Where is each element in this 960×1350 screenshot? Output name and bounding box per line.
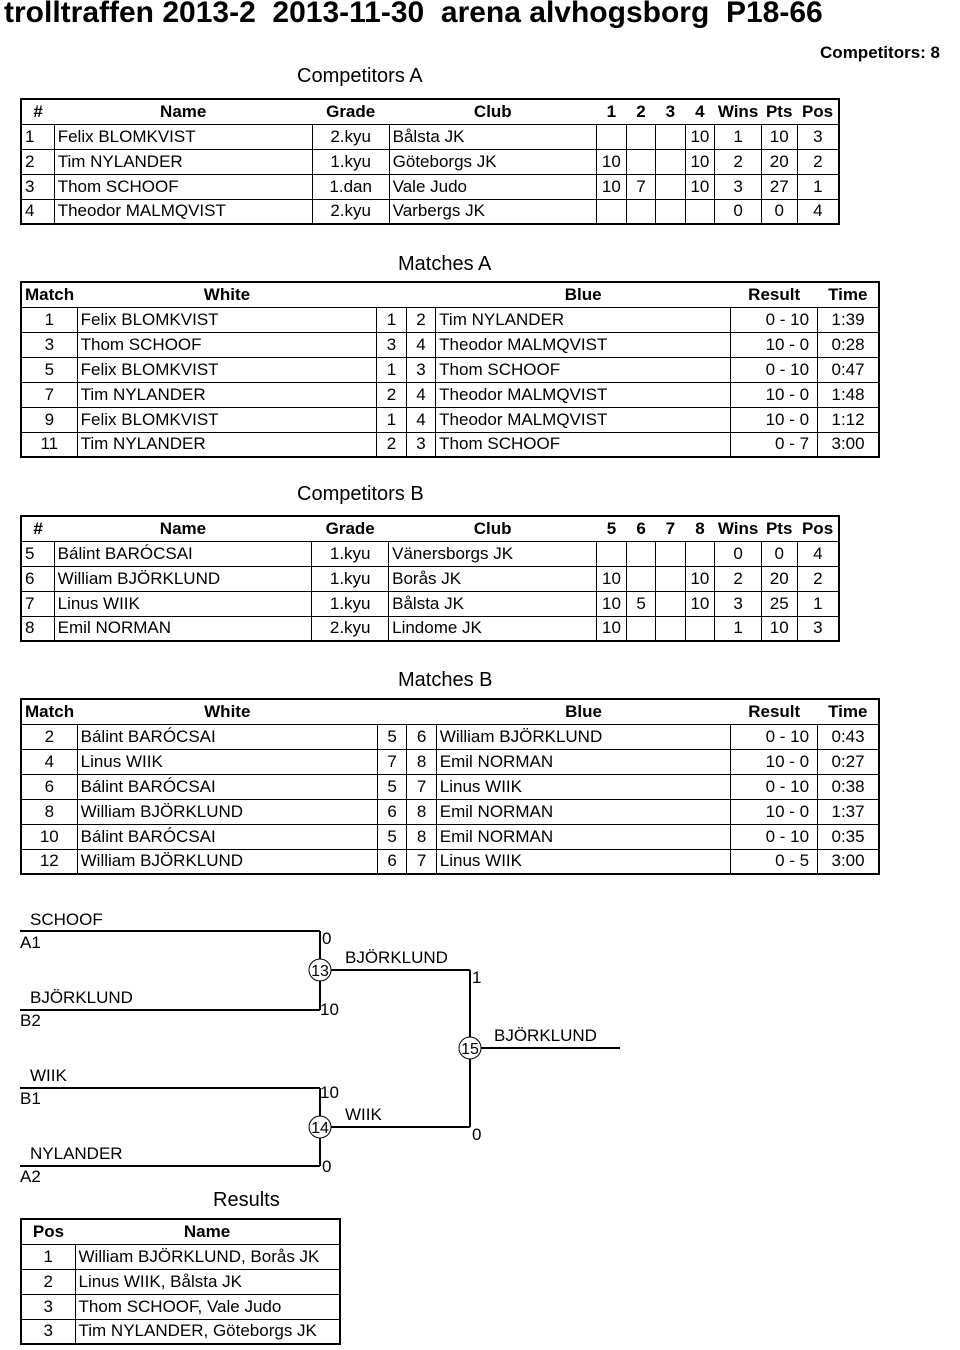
cell-club: Göteborgs JK xyxy=(389,149,596,174)
cell-match: 12 xyxy=(21,849,77,874)
cell-match: 8 xyxy=(21,799,77,824)
cell-result: 0 - 7 xyxy=(731,432,818,457)
cell-b: 4 xyxy=(406,332,435,357)
cell-b: 7 xyxy=(407,774,436,799)
cell-result: 10 - 0 xyxy=(731,332,818,357)
bracket-semi2-match: 14 xyxy=(311,1120,329,1137)
bracket-semi2-bottom-score: 0 xyxy=(322,1157,332,1176)
cell-pos: 2 xyxy=(21,1269,75,1294)
cell-club: Varbergs JK xyxy=(389,199,596,224)
cell-r4: 10 xyxy=(685,124,715,149)
cell-r1: 10 xyxy=(597,566,627,591)
cell-grade: 1.kyu xyxy=(312,591,389,616)
cell-white: Thom SCHOOF xyxy=(77,332,377,357)
cell-pos: 3 xyxy=(21,1319,75,1344)
cell-blue: Emil NORMAN xyxy=(436,749,731,774)
matches-a-title: Matches A xyxy=(398,253,492,275)
table-row xyxy=(21,1244,340,1269)
bracket-semi2-top-seed: B1 xyxy=(20,1089,41,1108)
cell-match: 2 xyxy=(21,724,77,749)
cell-match: 5 xyxy=(21,357,77,382)
cell-b: 4 xyxy=(406,382,435,407)
column-header: 2 xyxy=(636,101,646,121)
bracket-semi1-bottom-score: 10 xyxy=(320,1000,339,1019)
cell-pos: 1 xyxy=(797,174,839,199)
cell-name: Tim NYLANDER xyxy=(54,149,312,174)
results-table xyxy=(20,1218,341,1345)
cell-name: Linus WIIK xyxy=(54,591,312,616)
cell-time: 3:00 xyxy=(818,432,879,457)
cell-white: Felix BLOMKVIST xyxy=(77,357,377,382)
column-header: 1 xyxy=(606,101,617,121)
cell-white: William BJÖRKLUND xyxy=(77,849,377,874)
bracket-semi1-bottom-seed: B2 xyxy=(20,1011,41,1030)
cell-match: 10 xyxy=(21,824,77,849)
cell-club: Vale Judo xyxy=(389,174,596,199)
column-header: # xyxy=(33,101,43,121)
cell-name: Theodor MALMQVIST xyxy=(54,199,312,224)
cell-time: 0:43 xyxy=(818,724,879,749)
cell-time: 1:12 xyxy=(818,407,879,432)
cell-num: 7 xyxy=(21,591,54,616)
column-header: Pts xyxy=(765,518,793,538)
cell-w: 7 xyxy=(377,749,406,774)
cell-b: 7 xyxy=(407,849,436,874)
bracket-semi2-bottom-name: NYLANDER xyxy=(30,1144,123,1163)
cell-b: 3 xyxy=(406,432,435,457)
cell-grade: 2.kyu xyxy=(312,124,389,149)
cell-r2: 7 xyxy=(626,174,655,199)
cell-pos: 3 xyxy=(797,616,839,641)
cell-grade: 2.kyu xyxy=(312,616,389,641)
cell-match: 11 xyxy=(21,432,77,457)
cell-w: 5 xyxy=(377,824,406,849)
column-header-white: White xyxy=(204,701,251,721)
cell-w: 2 xyxy=(377,382,406,407)
cell-blue: William BJÖRKLUND xyxy=(436,724,731,749)
cell-name: Thom SCHOOF, Vale Judo xyxy=(75,1294,340,1319)
column-header-pos: Pos xyxy=(32,1221,65,1241)
cell-w: 6 xyxy=(377,849,406,874)
cell-w: 1 xyxy=(377,407,406,432)
cell-pos: 4 xyxy=(797,541,839,566)
cell-pts: 10 xyxy=(761,124,797,149)
column-header: 6 xyxy=(636,518,646,538)
cell-name: Felix BLOMKVIST xyxy=(54,124,312,149)
cell-wins: 3 xyxy=(715,174,761,199)
cell-pts: 0 xyxy=(761,199,797,224)
cell-r1: 10 xyxy=(597,616,627,641)
cell-r4: 10 xyxy=(685,149,715,174)
cell-grade: 1.kyu xyxy=(312,566,389,591)
column-header-match: Match xyxy=(25,284,75,304)
cell-pts: 0 xyxy=(761,541,797,566)
cell-pts: 20 xyxy=(761,566,797,591)
cell-num: 8 xyxy=(21,616,54,641)
cell-wins: 1 xyxy=(715,124,761,149)
column-header-blue: Blue xyxy=(565,701,602,721)
cell-r1: 10 xyxy=(596,149,626,174)
bracket-semi1-top-seed: A1 xyxy=(20,933,41,952)
column-header: 7 xyxy=(665,518,676,538)
cell-num: 5 xyxy=(21,541,54,566)
cell-w: 6 xyxy=(377,799,406,824)
cell-club: Borås JK xyxy=(389,566,597,591)
cell-name: William BJÖRKLUND xyxy=(54,566,312,591)
cell-blue: Thom SCHOOF xyxy=(436,432,731,457)
cell-b: 2 xyxy=(406,307,435,332)
table-row xyxy=(21,1269,340,1294)
cell-result: 0 - 10 xyxy=(731,774,818,799)
bracket-semi2-top-score: 10 xyxy=(320,1083,339,1102)
cell-result: 10 - 0 xyxy=(731,407,818,432)
cell-wins: 1 xyxy=(715,616,761,641)
cell-num: 4 xyxy=(21,199,54,224)
cell-pos: 1 xyxy=(21,1244,75,1269)
column-header: Wins xyxy=(717,101,759,121)
cell-name: Tim NYLANDER, Göteborgs JK xyxy=(75,1319,340,1344)
bracket-semi1-top-score: 0 xyxy=(322,929,332,948)
cell-blue: Linus WIIK xyxy=(436,849,731,874)
matches-b-title: Matches B xyxy=(398,669,493,691)
cell-result: 0 - 10 xyxy=(731,824,818,849)
column-header: Club xyxy=(473,101,512,121)
bracket-semi2-winner: WIIK xyxy=(345,1105,382,1124)
column-header: Club xyxy=(473,518,512,538)
column-header: Pos xyxy=(801,518,834,538)
bracket-semi1-bottom-name: BJÖRKLUND xyxy=(30,988,133,1007)
column-header-name: Name xyxy=(183,1221,231,1241)
cell-match: 1 xyxy=(21,307,77,332)
bracket-semi1-top-name: SCHOOF xyxy=(30,910,103,929)
cell-name: Emil NORMAN xyxy=(54,616,312,641)
cell-wins: 0 xyxy=(715,199,761,224)
cell-match: 3 xyxy=(21,332,77,357)
cell-pos: 3 xyxy=(21,1294,75,1319)
cell-name: Bálint BARÓCSAI xyxy=(54,541,312,566)
pool-a-title: Competitors A xyxy=(297,65,423,87)
cell-pos: 2 xyxy=(797,149,839,174)
cell-time: 0:47 xyxy=(818,357,879,382)
cell-white: Tim NYLANDER xyxy=(77,382,377,407)
cell-white: Felix BLOMKVIST xyxy=(77,407,377,432)
cell-match: 9 xyxy=(21,407,77,432)
table-row xyxy=(21,1319,340,1344)
results-body xyxy=(21,1244,340,1344)
column-header-white: White xyxy=(203,284,251,304)
cell-num: 3 xyxy=(21,174,54,199)
cell-pos: 4 xyxy=(797,199,839,224)
cell-white: Bálint BARÓCSAI xyxy=(77,774,377,799)
cell-pos: 1 xyxy=(797,591,839,616)
cell-b: 4 xyxy=(406,407,435,432)
cell-blue: Thom SCHOOF xyxy=(436,357,731,382)
cell-club: Bålsta JK xyxy=(389,124,596,149)
results-title: Results xyxy=(213,1189,280,1211)
cell-blue: Linus WIIK xyxy=(436,774,731,799)
cell-r2: 5 xyxy=(626,591,655,616)
cell-club: Lindome JK xyxy=(389,616,597,641)
cell-time: 1:37 xyxy=(818,799,879,824)
cell-b: 8 xyxy=(407,824,436,849)
page-title: trolltraffen 2013-2 2013-11-30 arena alvhogsborg P18-66 xyxy=(4,0,823,29)
pool-b-title: Competitors B xyxy=(297,483,424,505)
bracket-semi1-match: 13 xyxy=(311,963,329,980)
cell-grade: 1.kyu xyxy=(312,149,389,174)
cell-result: 0 - 10 xyxy=(731,357,818,382)
cell-w: 1 xyxy=(377,307,406,332)
column-header-result: Result xyxy=(748,284,801,304)
cell-r1: 10 xyxy=(596,174,626,199)
cell-blue: Theodor MALMQVIST xyxy=(436,382,731,407)
cell-pos: 3 xyxy=(797,124,839,149)
table-row xyxy=(21,1294,340,1319)
cell-result: 10 - 0 xyxy=(731,749,818,774)
cell-r4: 10 xyxy=(685,591,715,616)
cell-name: Linus WIIK, Bålsta JK xyxy=(75,1269,340,1294)
bracket-final-top-score: 1 xyxy=(472,968,482,987)
cell-num: 2 xyxy=(21,149,54,174)
cell-time: 3:00 xyxy=(818,849,879,874)
column-header: 5 xyxy=(606,518,617,538)
bracket-semi2-top-name: WIIK xyxy=(30,1066,67,1085)
cell-wins: 0 xyxy=(715,541,761,566)
cell-b: 3 xyxy=(406,357,435,382)
cell-num: 1 xyxy=(21,124,54,149)
cell-w: 2 xyxy=(377,432,406,457)
cell-time: 0:27 xyxy=(818,749,879,774)
bracket-semi2-bottom-seed: A2 xyxy=(20,1167,41,1186)
cell-pts: 20 xyxy=(761,149,797,174)
cell-grade: 1.kyu xyxy=(312,541,389,566)
cell-b: 8 xyxy=(407,799,436,824)
column-header: Pos xyxy=(801,101,834,121)
column-header: # xyxy=(33,518,43,538)
column-header-match: Match xyxy=(25,701,75,721)
column-header: Pts xyxy=(765,101,793,121)
cell-name: William BJÖRKLUND, Borås JK xyxy=(75,1244,340,1269)
cell-result: 10 - 0 xyxy=(731,382,818,407)
column-header: Name xyxy=(159,518,207,538)
cell-blue: Emil NORMAN xyxy=(436,799,731,824)
column-header: Grade xyxy=(325,518,375,538)
cell-time: 0:28 xyxy=(818,332,879,357)
cell-w: 3 xyxy=(377,332,406,357)
cell-r1: 10 xyxy=(597,591,627,616)
cell-match: 7 xyxy=(21,382,77,407)
cell-blue: Tim NYLANDER xyxy=(436,307,731,332)
cell-time: 1:48 xyxy=(818,382,879,407)
cell-blue: Emil NORMAN xyxy=(436,824,731,849)
cell-match: 4 xyxy=(21,749,77,774)
cell-pts: 10 xyxy=(761,616,797,641)
cell-name: Thom SCHOOF xyxy=(54,174,312,199)
cell-r4: 10 xyxy=(685,174,715,199)
cell-r4: 10 xyxy=(685,566,715,591)
column-header-time: Time xyxy=(828,284,868,304)
cell-result: 0 - 10 xyxy=(731,307,818,332)
bracket-final-winner: BJÖRKLUND xyxy=(494,1026,597,1045)
competitors-count: Competitors: 8 xyxy=(820,43,940,62)
bracket-semi1-winner: BJÖRKLUND xyxy=(345,948,448,967)
cell-club: Vänersborgs JK xyxy=(389,541,597,566)
cell-club: Bålsta JK xyxy=(389,591,597,616)
column-header: Wins xyxy=(717,518,759,538)
cell-white: William BJÖRKLUND xyxy=(77,799,377,824)
cell-w: 1 xyxy=(377,357,406,382)
cell-blue: Theodor MALMQVIST xyxy=(436,332,731,357)
cell-grade: 1.dan xyxy=(312,174,389,199)
column-header: 8 xyxy=(695,518,705,538)
cell-result: 0 - 10 xyxy=(731,724,818,749)
bracket-final-bottom-score: 0 xyxy=(472,1125,482,1144)
column-header-blue: Blue xyxy=(564,284,602,304)
column-header-result: Result xyxy=(748,701,801,721)
cell-grade: 2.kyu xyxy=(312,199,389,224)
column-header-time: Time xyxy=(828,701,868,721)
cell-b: 8 xyxy=(407,749,436,774)
cell-result: 10 - 0 xyxy=(731,799,818,824)
cell-time: 1:39 xyxy=(818,307,879,332)
column-header: Name xyxy=(160,101,207,121)
cell-pts: 25 xyxy=(761,591,797,616)
column-header: Grade xyxy=(326,101,376,121)
cell-w: 5 xyxy=(377,774,406,799)
results-header-row xyxy=(21,1219,340,1244)
cell-result: 0 - 5 xyxy=(731,849,818,874)
cell-white: Bálint BARÓCSAI xyxy=(77,724,377,749)
cell-blue: Theodor MALMQVIST xyxy=(436,407,731,432)
cell-b: 6 xyxy=(407,724,436,749)
cell-pos: 2 xyxy=(797,566,839,591)
bracket-final-match: 15 xyxy=(461,1041,479,1058)
cell-wins: 3 xyxy=(715,591,761,616)
cell-white: Tim NYLANDER xyxy=(77,432,377,457)
cell-white: Linus WIIK xyxy=(77,749,377,774)
cell-w: 5 xyxy=(377,724,406,749)
cell-white: Felix BLOMKVIST xyxy=(77,307,377,332)
cell-time: 0:35 xyxy=(818,824,879,849)
cell-white: Bálint BARÓCSAI xyxy=(77,824,377,849)
cell-match: 6 xyxy=(21,774,77,799)
cell-wins: 2 xyxy=(715,149,761,174)
cell-wins: 2 xyxy=(715,566,761,591)
cell-time: 0:38 xyxy=(818,774,879,799)
cell-num: 6 xyxy=(21,566,54,591)
cell-pts: 27 xyxy=(761,174,797,199)
column-header: 4 xyxy=(695,101,705,121)
column-header: 3 xyxy=(665,101,676,121)
